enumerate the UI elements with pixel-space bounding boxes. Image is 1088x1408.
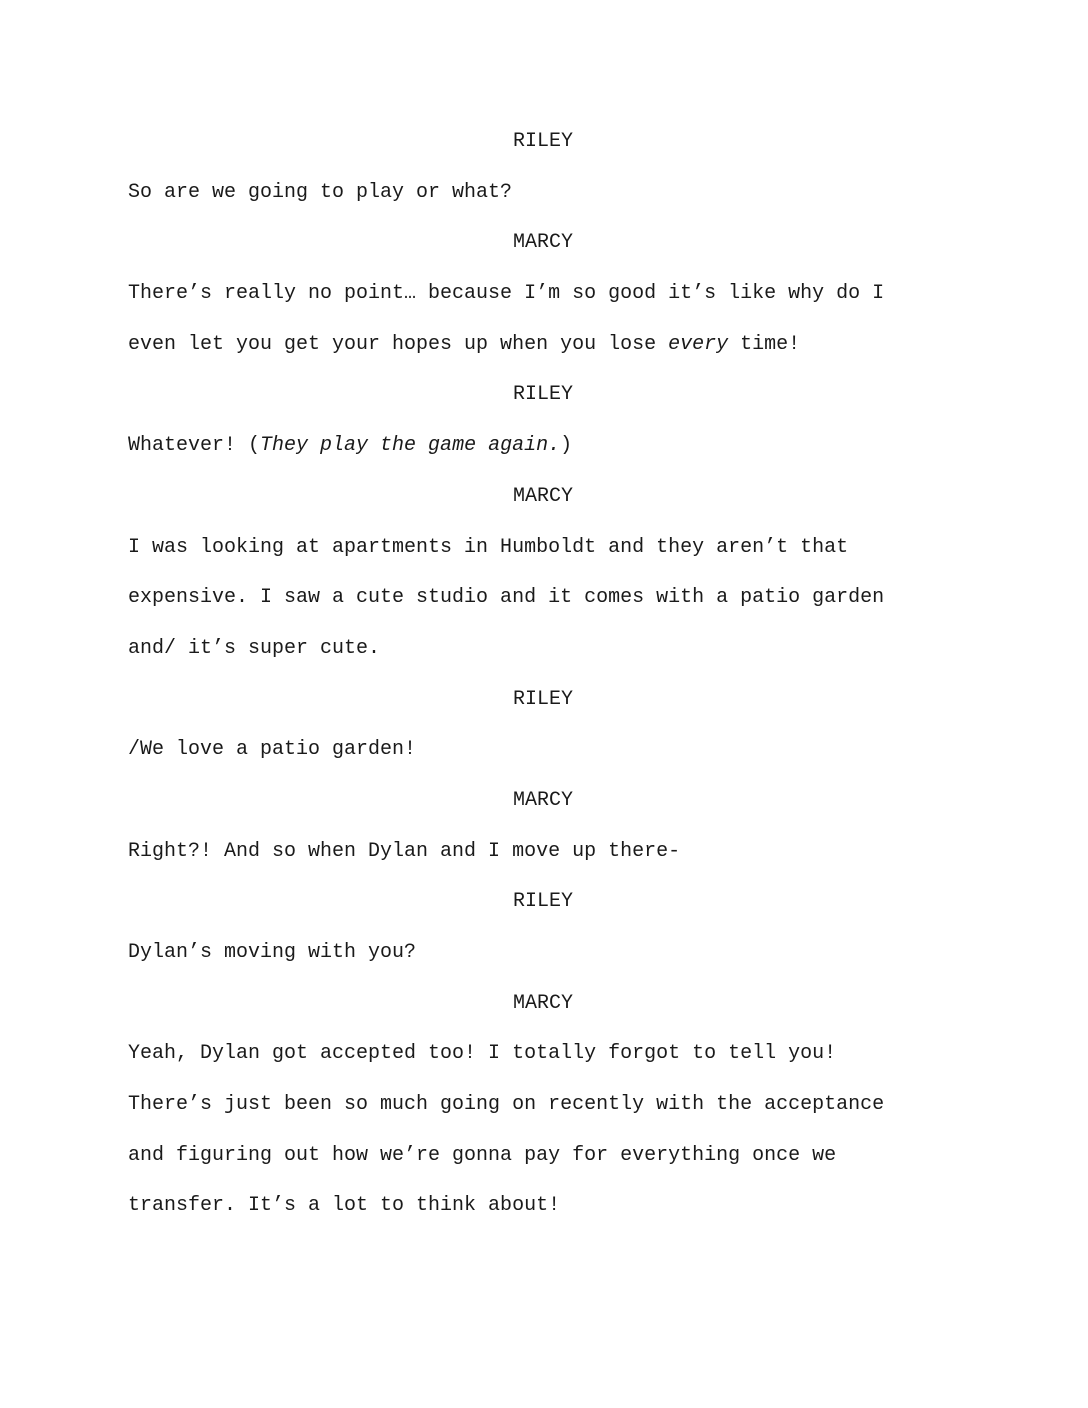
dialogue-line (128, 168, 958, 219)
dialogue-text: even let you get your hopes up when you lose (128, 332, 669, 356)
speaker-label: MARCY (512, 788, 573, 812)
dialogue-line (128, 1080, 958, 1131)
dialogue-text: expensive. I saw a cute studio and it comes with a patio garden (128, 586, 885, 610)
stage-direction-text: They play the game again. (260, 434, 561, 458)
dialogue-text: I was looking at apartments in Humboldt and they aren’t that (128, 535, 849, 559)
dialogue-line (128, 1029, 958, 1080)
dialogue-text: So are we going to play or what? (128, 180, 513, 204)
dialogue-text: /We love a patio garden! (128, 738, 417, 762)
dialogue-text: Right?! And so when Dylan and I move up there- (128, 839, 681, 863)
dialogue-line (128, 523, 958, 574)
stage-direction-text: every (668, 332, 729, 356)
dialogue-text: transfer. It’s a lot to think about! (128, 1194, 561, 1218)
speaker-label: RILEY (512, 687, 573, 711)
dialogue-line (128, 725, 958, 776)
speaker-name (128, 218, 958, 269)
speaker-label: RILEY (512, 383, 573, 407)
dialogue-line (128, 827, 958, 878)
speaker-name (128, 979, 958, 1030)
speaker-name (128, 776, 958, 827)
speaker-label: MARCY (512, 231, 573, 255)
dialogue-line (128, 624, 958, 675)
dialogue-text: and/ it’s super cute. (128, 636, 381, 660)
dialogue-line (128, 1131, 958, 1182)
speaker-name (128, 472, 958, 523)
dialogue-line (128, 269, 958, 320)
speaker-label: RILEY (512, 890, 573, 914)
dialogue-text: There’s just been so much going on recently with the acceptance (128, 1093, 885, 1117)
dialogue-text: time! (728, 332, 801, 356)
dialogue-line (128, 928, 958, 979)
dialogue-text: and figuring out how we’re gonna pay for everything once we (128, 1143, 837, 1167)
dialogue-line (128, 320, 958, 371)
speaker-name (128, 877, 958, 928)
speaker-label: RILEY (512, 130, 573, 153)
script-body (128, 117, 958, 1232)
dialogue-text: ) (560, 434, 573, 458)
dialogue-text: Whatever! ( (128, 434, 261, 458)
dialogue-text: Dylan’s moving with you? (128, 941, 417, 964)
speaker-name (128, 675, 958, 726)
dialogue-line (128, 421, 958, 472)
speaker-name (128, 370, 958, 421)
dialogue-text: There’s really no point… because I’m so good it’s like why do I (128, 282, 885, 306)
speaker-label: MARCY (512, 484, 573, 508)
dialogue-line (128, 1181, 958, 1232)
dialogue-line (128, 573, 958, 624)
speaker-name (128, 117, 958, 168)
dialogue-text: Yeah, Dylan got accepted too! I totally forgot to tell you! (128, 1042, 837, 1066)
speaker-label: MARCY (512, 991, 573, 1015)
